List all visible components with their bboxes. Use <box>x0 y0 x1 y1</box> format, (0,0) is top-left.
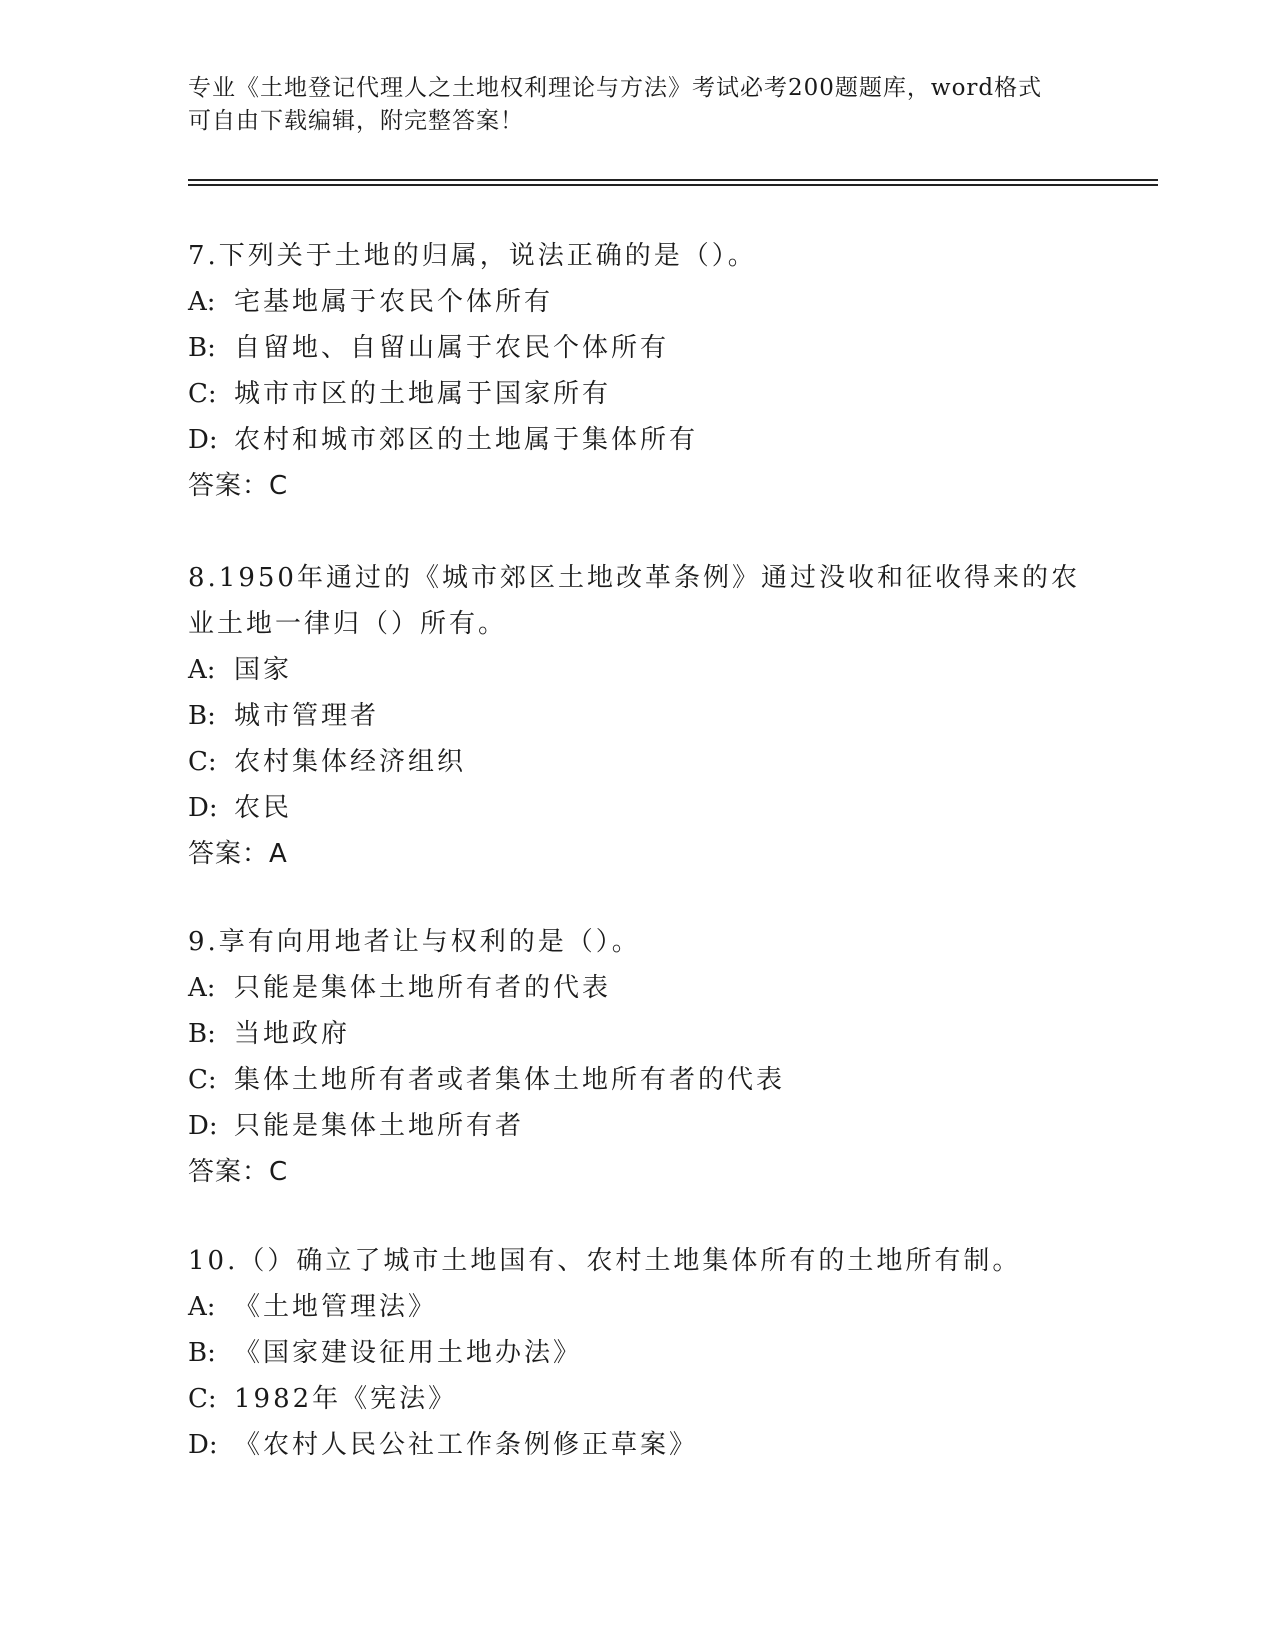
question-stem: 10.（）确立了城市土地国有、农村土地集体所有的土地所有制。 <box>188 1246 1022 1276</box>
question-stem-continued: 业土地一律归（）所有。 <box>188 609 508 639</box>
option-d <box>188 785 1088 831</box>
option-key: B: <box>188 701 216 731</box>
option-key: B: <box>188 1338 216 1368</box>
option-text: 集体土地所有者或者集体土地所有者的代表 <box>234 1065 786 1095</box>
option-a <box>188 647 1088 693</box>
option-text: 农民 <box>234 793 293 823</box>
option-key: A: <box>188 655 216 685</box>
option-key: D: <box>188 1111 218 1141</box>
option-text: 1982年《宪法》 <box>234 1384 458 1414</box>
option-key: D: <box>188 793 218 823</box>
option-d <box>188 1422 1088 1468</box>
option-key: A: <box>188 1292 216 1322</box>
option-a <box>188 1284 1088 1330</box>
option-key: D: <box>188 1430 218 1460</box>
question-9 <box>188 919 1088 1195</box>
option-d <box>188 417 1088 463</box>
header-line-2: 可自由下载编辑，附完整答案！ <box>188 108 524 134</box>
question-8 <box>188 555 1088 877</box>
option-key: C: <box>188 1384 217 1414</box>
answer-line: 答案：A <box>188 839 288 869</box>
option-text: 《土地管理法》 <box>234 1292 438 1322</box>
question-stem: 8.1950年通过的《城市郊区土地改革条例》通过没收和征收得来的农 <box>188 563 1080 593</box>
option-text: 城市管理者 <box>234 701 380 731</box>
option-c <box>188 371 1088 417</box>
question-stem: 7.下列关于土地的归属，说法正确的是（）。 <box>188 241 757 271</box>
option-text: 只能是集体土地所有者的代表 <box>234 973 612 1003</box>
option-key: C: <box>188 379 217 409</box>
answer-line: 答案：C <box>188 471 289 501</box>
option-key: B: <box>188 1019 216 1049</box>
option-key: D: <box>188 425 218 455</box>
option-key: B: <box>188 333 216 363</box>
option-text: 农村集体经济组织 <box>234 747 467 777</box>
document-header <box>188 72 1088 138</box>
option-c <box>188 1057 1088 1103</box>
header-line-1: 专业《土地登记代理人之土地权利理论与方法》考试必考200题题库，word格式 <box>188 75 1043 101</box>
option-key: C: <box>188 1065 217 1095</box>
option-a <box>188 279 1088 325</box>
option-b <box>188 325 1088 371</box>
option-text: 自留地、自留山属于农民个体所有 <box>234 333 670 363</box>
question-7 <box>188 233 1088 509</box>
question-stem: 9.享有向用地者让与权利的是（）。 <box>188 927 641 957</box>
question-10 <box>188 1238 1088 1468</box>
option-text: 只能是集体土地所有者 <box>234 1111 525 1141</box>
header-divider-bottom <box>188 184 1158 186</box>
option-b <box>188 1330 1088 1376</box>
option-d <box>188 1103 1088 1149</box>
option-b <box>188 1011 1088 1057</box>
option-b <box>188 693 1088 739</box>
option-key: A: <box>188 973 216 1003</box>
option-text: 城市市区的土地属于国家所有 <box>234 379 612 409</box>
option-key: C: <box>188 747 217 777</box>
option-text: 宅基地属于农民个体所有 <box>234 287 554 317</box>
option-text: 《农村人民公社工作条例修正草案》 <box>234 1430 699 1460</box>
option-a <box>188 965 1088 1011</box>
option-text: 农村和城市郊区的土地属于集体所有 <box>234 425 699 455</box>
header-divider-top <box>188 179 1158 181</box>
option-text: 《国家建设征用土地办法》 <box>234 1338 583 1368</box>
option-key: A: <box>188 287 216 317</box>
option-c <box>188 1376 1088 1422</box>
answer-line: 答案：C <box>188 1157 289 1187</box>
option-c <box>188 739 1088 785</box>
option-text: 当地政府 <box>234 1019 351 1049</box>
option-text: 国家 <box>234 655 293 685</box>
